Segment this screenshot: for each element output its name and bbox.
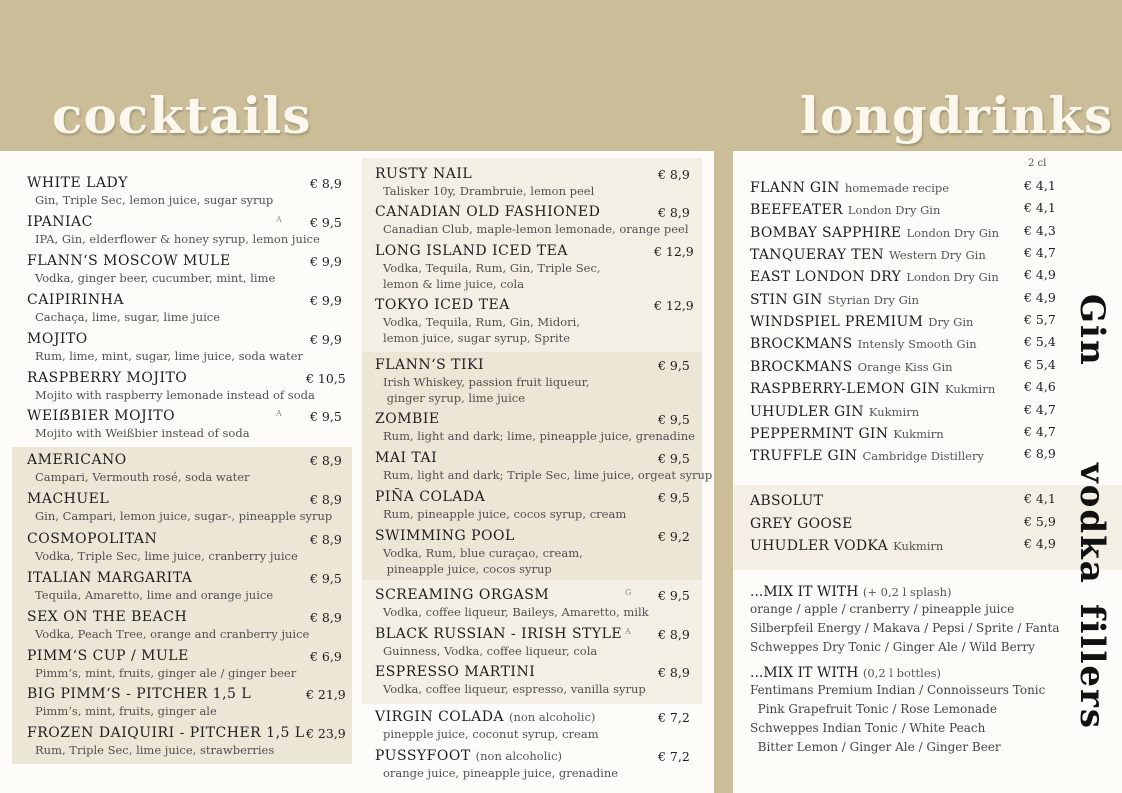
item-price: € 4,7 <box>1024 424 1056 439</box>
item-name: GREY GOOSE <box>750 516 853 532</box>
item-origin: Orange Kiss Gin <box>857 360 953 374</box>
item-description: Pimm‘s, mint, fruits, ginger ale <box>35 704 217 718</box>
gin-item <box>750 378 1060 398</box>
item-note: (non alcoholic) <box>475 749 563 763</box>
item-price: € 8,9 <box>310 176 342 191</box>
item-name: BROCKMANS <box>750 336 853 352</box>
item-note: (non alcoholic) <box>508 710 596 724</box>
item-name: PEPPERMINT GIN <box>750 426 889 442</box>
item-origin: Kukmirn <box>945 382 996 396</box>
gin-item <box>750 199 1060 219</box>
item-name: WINDSPIEL PREMIUM <box>750 314 924 330</box>
item-name: ABSOLUT <box>750 493 824 509</box>
item-origin: Kukmirn <box>893 427 944 441</box>
item-price: € 5,4 <box>1024 334 1056 349</box>
menu-item <box>27 175 354 208</box>
item-price: € 9,2 <box>658 529 690 544</box>
item-price: € 4,9 <box>1024 290 1056 305</box>
section-label-gin: Gin <box>1072 294 1112 367</box>
item-origin: Cambridge Distillery <box>862 449 984 463</box>
item-name: VIRGIN COLADA (non alcoholic) <box>375 709 596 725</box>
menu-item <box>27 648 354 681</box>
gin-item <box>750 266 1060 286</box>
menu-item <box>375 243 702 292</box>
item-origin: Intensly Smooth Gin <box>857 337 977 351</box>
item-price: € 9,9 <box>310 254 342 269</box>
item-description-line-2: pineapple juice, cocos syrup <box>383 562 552 576</box>
gin-item <box>750 222 1060 242</box>
item-name: BOMBAY SAPPHIRE <box>750 225 902 241</box>
item-name: PIÑA COLADA <box>375 489 486 505</box>
allergen-mark: A <box>276 409 282 418</box>
item-description: IPA, Gin, elderflower & honey syrup, lemon juice <box>35 232 320 246</box>
item-price: € 4,9 <box>1024 536 1056 551</box>
mix2-line-2: Pink Grapefruit Tonic / Rose Lemonade <box>750 702 997 716</box>
item-price: € 9,5 <box>310 215 342 230</box>
item-description: Rum, lime, mint, sugar, lime juice, soda water <box>35 349 303 363</box>
vodka-item <box>750 490 1060 510</box>
item-description: Tequila, Amaretto, lime and orange juice <box>35 588 274 602</box>
item-description: Guinness, Vodka, coffee liqueur, cola <box>383 644 598 658</box>
item-name: SCREAMING ORGASM <box>375 587 550 603</box>
item-price: € 8,9 <box>310 453 342 468</box>
item-name: FLANN GIN <box>750 180 840 196</box>
gin-item <box>750 289 1060 309</box>
mix1-line-2: Silberpfeil Energy / Makava / Pepsi / Sprite / Fanta <box>750 621 1060 635</box>
item-description-line-2: ginger syrup, lime juice <box>383 391 526 405</box>
menu-item <box>27 491 354 524</box>
item-name: COSMOPOLITAN <box>27 531 158 547</box>
menu-item <box>375 297 702 346</box>
item-origin: London Dry Gin <box>906 270 999 284</box>
vodka-item <box>750 535 1060 555</box>
mix1-title: ...MIX IT WITH (+ 0,2 l splash) <box>750 584 952 600</box>
item-description: orange juice, pineapple juice, grenadine <box>383 766 619 780</box>
item-description: Pimm‘s, mint, fruits, ginger ale / ginger beer <box>35 666 297 680</box>
item-description: Vodka, coffee liqueur, Baileys, Amaretto, milk <box>383 605 649 619</box>
item-price: € 9,5 <box>658 358 690 373</box>
item-origin: homemade recipe <box>844 181 950 195</box>
item-name: MACHUEL <box>27 491 110 507</box>
item-price: € 5,9 <box>1024 514 1056 529</box>
allergen-mark: A <box>276 215 282 224</box>
item-name: MOJITO <box>27 331 88 347</box>
item-name: FROZEN DAIQUIRI - PITCHER 1,5 L <box>27 725 305 741</box>
menu-item <box>375 489 702 522</box>
item-description: Vodka, coffee liqueur, espresso, vanilla syrup <box>383 682 646 696</box>
item-name: FLANN‘S TIKI <box>375 357 484 373</box>
item-name: SWIMMING POOL <box>375 528 515 544</box>
item-price: € 9,9 <box>310 293 342 308</box>
item-price: € 4,1 <box>1024 491 1056 506</box>
item-price: € 9,5 <box>658 490 690 505</box>
mix1-line-1: orange / apple / cranberry / pineapple juice <box>750 602 1015 616</box>
menu-item <box>27 292 354 325</box>
item-price: € 8,9 <box>310 492 342 507</box>
gin-item <box>750 177 1060 197</box>
item-price: € 9,5 <box>310 409 342 424</box>
item-price: € 8,9 <box>658 627 690 642</box>
menu-item <box>27 452 354 485</box>
item-name: BIG PIMM‘S - PITCHER 1,5 L <box>27 686 252 702</box>
item-name: RASPBERRY-LEMON GIN <box>750 381 940 397</box>
item-name: PUSSYFOOT (non alcoholic) <box>375 748 563 764</box>
gin-item <box>750 423 1060 443</box>
gin-item <box>750 445 1060 465</box>
item-price: € 5,7 <box>1024 312 1056 327</box>
item-description: Campari, Vermouth rosé, soda water <box>35 470 250 484</box>
menu-item <box>375 709 702 742</box>
item-name: CANADIAN OLD FASHIONED <box>375 204 601 220</box>
item-price: € 7,2 <box>658 710 690 725</box>
item-description-line-2: lemon & lime juice, cola <box>383 277 525 291</box>
item-description: Rum, light and dark; lime, pineapple juice, grenadine <box>383 429 695 443</box>
menu-item <box>27 725 354 758</box>
item-description: Cachaça, lime, sugar, lime juice <box>35 310 221 324</box>
item-name: PIMM‘S CUP / MULE <box>27 648 189 664</box>
item-price: € 12,9 <box>654 298 694 313</box>
item-description: Gin, Triple Sec, lemon juice, sugar syrup <box>35 193 274 207</box>
item-name: RUSTY NAIL <box>375 166 473 182</box>
menu-item <box>27 408 354 441</box>
menu-item <box>375 357 702 406</box>
item-price: € 8,9 <box>658 167 690 182</box>
allergen-mark: A <box>625 627 631 636</box>
mix2-line-4: Bitter Lemon / Ginger Ale / Ginger Beer <box>750 740 1001 754</box>
item-price: € 4,1 <box>1024 178 1056 193</box>
item-price: € 9,5 <box>658 451 690 466</box>
item-name: BEEFEATER <box>750 202 843 218</box>
item-description: Vodka, ginger beer, cucumber, mint, lime <box>35 271 276 285</box>
item-name: TOKYO ICED TEA <box>375 297 510 313</box>
menu-item <box>375 166 702 199</box>
item-price: € 8,9 <box>658 205 690 220</box>
item-description: pinepple juice, coconut syrup, cream <box>383 727 599 741</box>
item-name: RASPBERRY MOJITO <box>27 370 188 386</box>
item-origin: Western Dry Gin <box>889 248 986 262</box>
mix1-line-3: Schweppes Dry Tonic / Ginger Ale / Wild Berry <box>750 640 1035 654</box>
menu-item <box>27 609 354 642</box>
menu-item <box>27 253 354 286</box>
item-origin: London Dry Gin <box>906 226 999 240</box>
item-name: UHUDLER GIN <box>750 404 864 420</box>
item-name: BROCKMANS <box>750 359 853 375</box>
item-name: AMERICANO <box>27 452 127 468</box>
item-description: Vodka, Peach Tree, orange and cranberry juice <box>35 627 310 641</box>
item-name: BLACK RUSSIAN - IRISH STYLE <box>375 626 623 642</box>
item-name: EAST LONDON DRY <box>750 269 902 285</box>
item-name: WEIẞBIER MOJITO <box>27 408 176 424</box>
item-origin: Kukmirn <box>893 539 944 553</box>
item-name: LONG ISLAND ICED TEA <box>375 243 568 259</box>
item-price: € 23,9 <box>306 726 346 741</box>
item-price: € 4,7 <box>1024 245 1056 260</box>
item-price: € 9,5 <box>310 571 342 586</box>
item-price: € 8,9 <box>310 532 342 547</box>
gin-item <box>750 401 1060 421</box>
item-name: ITALIAN MARGARITA <box>27 570 193 586</box>
item-description: Vodka, Rum, blue curaçao, cream, <box>383 546 583 560</box>
item-price: € 4,6 <box>1024 379 1056 394</box>
item-name: MAI TAI <box>375 450 438 466</box>
menu-item <box>375 528 702 577</box>
title-cocktails: cocktails <box>52 86 312 145</box>
item-description: Talisker 10y, Drambruie, lemon peel <box>383 184 595 198</box>
item-price: € 7,2 <box>658 749 690 764</box>
item-name: IPANIAC <box>27 214 93 230</box>
menu-item <box>375 587 702 620</box>
item-price: € 4,1 <box>1024 200 1056 215</box>
menu-item <box>27 531 354 564</box>
item-origin: London Dry Gin <box>847 203 941 217</box>
item-name: STIN GIN <box>750 292 823 308</box>
item-description: Vodka, Tequila, Rum, Gin, Triple Sec, <box>383 261 601 275</box>
menu-item <box>375 748 702 781</box>
item-name: UHUDLER VODKA <box>750 538 889 554</box>
menu-item <box>27 214 354 247</box>
item-price: € 5,4 <box>1024 357 1056 372</box>
item-price: € 4,3 <box>1024 223 1056 238</box>
item-price: € 21,9 <box>306 687 346 702</box>
item-price: € 12,9 <box>654 244 694 259</box>
gin-unit: 2 cl <box>1028 158 1047 169</box>
item-name: ZOMBIE <box>375 411 440 427</box>
item-description: Irish Whiskey, passion fruit liqueur, <box>383 375 590 389</box>
menu-item <box>375 450 713 483</box>
item-description: Canadian Club, maple-lemon lemonade, orange peel <box>383 222 689 236</box>
vodka-item <box>750 513 1060 533</box>
menu-item <box>27 370 354 403</box>
item-description: Gin, Campari, lemon juice, sugar-, pineapple syrup <box>35 509 333 523</box>
item-origin: Dry Gin <box>928 315 974 329</box>
item-name: TRUFFLE GIN <box>750 448 858 464</box>
item-description: Rum, Triple Sec, lime juice, strawberries <box>35 743 275 757</box>
section-label-fillers: fillers <box>1072 604 1112 731</box>
item-price: € 9,5 <box>658 588 690 603</box>
mix2-line-3: Schweppes Indian Tonic / White Peach <box>750 721 986 735</box>
gin-item <box>750 333 1060 353</box>
item-description: Rum, pineapple juice, cocos syrup, cream <box>383 507 627 521</box>
menu-item <box>27 331 354 364</box>
title-longdrinks: longdrinks <box>800 86 1114 145</box>
item-description-line-2: lemon juice, sugar syrup, Sprite <box>383 331 571 345</box>
menu-item <box>375 626 702 659</box>
allergen-mark: G <box>625 588 632 597</box>
item-name: SEX ON THE BEACH <box>27 609 188 625</box>
item-name: ESPRESSO MARTINI <box>375 664 536 680</box>
item-name: TANQUERAY TEN <box>750 247 884 263</box>
section-label-vodka: vodka <box>1072 462 1112 585</box>
item-description: Mojito with Weißbier instead of soda <box>35 426 250 440</box>
item-name: CAIPIRINHA <box>27 292 124 308</box>
menu-item <box>375 664 702 697</box>
menu-item <box>27 686 354 719</box>
item-price: € 9,9 <box>310 332 342 347</box>
menu-item <box>375 204 702 237</box>
item-origin: Styrian Dry Gin <box>827 293 919 307</box>
item-price: € 8,9 <box>1024 446 1056 461</box>
gin-item <box>750 356 1060 376</box>
item-description: Vodka, Tequila, Rum, Gin, Midori, <box>383 315 580 329</box>
item-description: Rum, light and dark; Triple Sec, lime juice, orgeat syrup <box>383 468 713 482</box>
mix2-line-1: Fentimans Premium Indian / Connoisseurs Tonic <box>750 683 1046 697</box>
gin-item <box>750 244 1060 264</box>
menu-item <box>375 411 702 444</box>
item-name: WHITE LADY <box>27 175 129 191</box>
gin-item <box>750 311 1060 331</box>
item-origin: Kukmirn <box>868 405 920 419</box>
item-description: Mojito with raspberry lemonade instead of soda <box>35 388 315 402</box>
item-price: € 6,9 <box>310 649 342 664</box>
item-description: Vodka, Triple Sec, lime juice, cranberry juice <box>35 549 298 563</box>
item-price: € 10,5 <box>306 371 346 386</box>
item-price: € 8,9 <box>310 610 342 625</box>
item-name: FLANN‘S MOSCOW MULE <box>27 253 231 269</box>
item-price: € 4,9 <box>1024 267 1056 282</box>
item-price: € 9,5 <box>658 412 690 427</box>
item-price: € 4,7 <box>1024 402 1056 417</box>
mix2-title: ...MIX IT WITH (0,2 l bottles) <box>750 665 942 681</box>
menu-item <box>27 570 354 603</box>
item-price: € 8,9 <box>658 665 690 680</box>
